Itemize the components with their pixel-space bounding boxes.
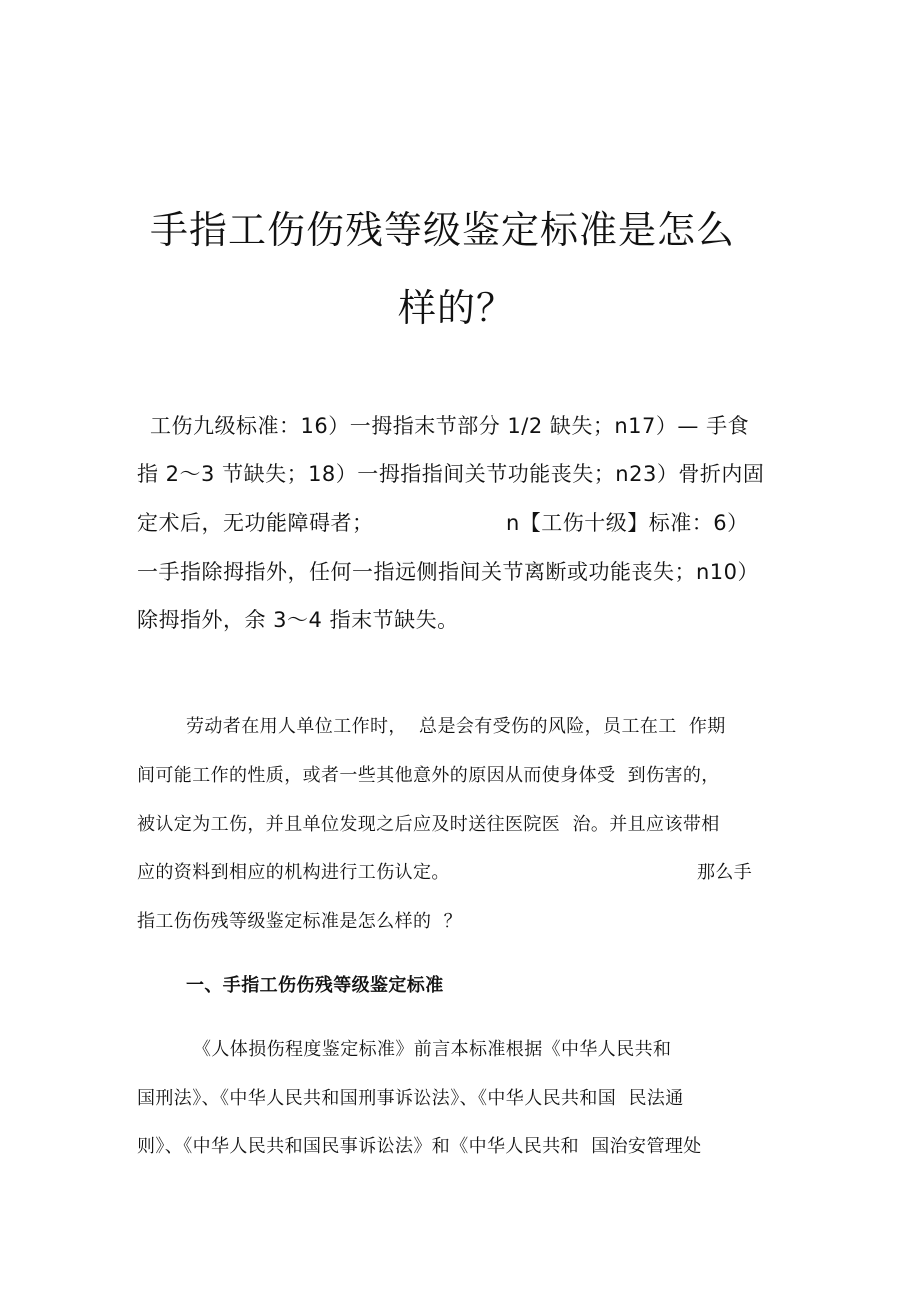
paragraph-2-line-4a: 应的资料到相应的机构进行工伤认定。 <box>137 862 450 883</box>
document-title-line-1: 手指工伤伤残等级鉴定标准是怎么 <box>150 208 736 252</box>
paragraph-1-line-2: 指 2～3 节缺失；18）一拇指指间关节功能丧失；n23）骨折内固 <box>137 462 765 486</box>
paragraph-1-line-3b: n【工伤十级】标准：6） <box>506 511 749 535</box>
document-title-line-2: 样的？ <box>398 286 516 330</box>
paragraph-2-line-5: 指工伤伤残等级鉴定标准是怎么样的 ？ <box>137 911 463 932</box>
paragraph-2-line-1: 劳动者在用人单位工作时， 总是会有受伤的风险，员工在工 作期 <box>186 716 726 737</box>
paragraph-2-line-2: 间可能工作的性质，或者一些其他意外的原因从而使身体受 到伤害的， <box>137 765 720 786</box>
section-heading: 一、手指工伤伤残等级鉴定标准 <box>186 975 444 996</box>
paragraph-3-line-2: 国刑法》、《中华人民共和国刑事诉讼法》、《中华人民共和国 民法通 <box>137 1088 684 1109</box>
paragraph-1-line-4: 一手指除拇指外，任何一指远侧指间关节离断或功能丧失；n10） <box>137 560 760 584</box>
paragraph-1-line-3a: 定术后，无功能障碍者； <box>137 511 374 535</box>
paragraph-3-line-3: 则》、《中华人民共和国民事诉讼法》和《中华人民共和 国治安管理处 <box>137 1136 702 1157</box>
paragraph-2-line-3: 被认定为工伤，并且单位发现之后应及时送往医院医 治。并且应该带相 <box>137 814 720 835</box>
paragraph-1-line-1: 工伤九级标准：16）一拇指末节部分 1/2 缺失；n17）— 手食 <box>150 414 750 438</box>
paragraph-3-line-1: 《人体损伤程度鉴定标准》前言本标准根据《中华人民共和 <box>193 1039 672 1060</box>
paragraph-1-line-5: 除拇指外，余 3～4 指末节缺失。 <box>137 608 459 632</box>
paragraph-2-line-4b: 那么手 <box>697 862 753 883</box>
